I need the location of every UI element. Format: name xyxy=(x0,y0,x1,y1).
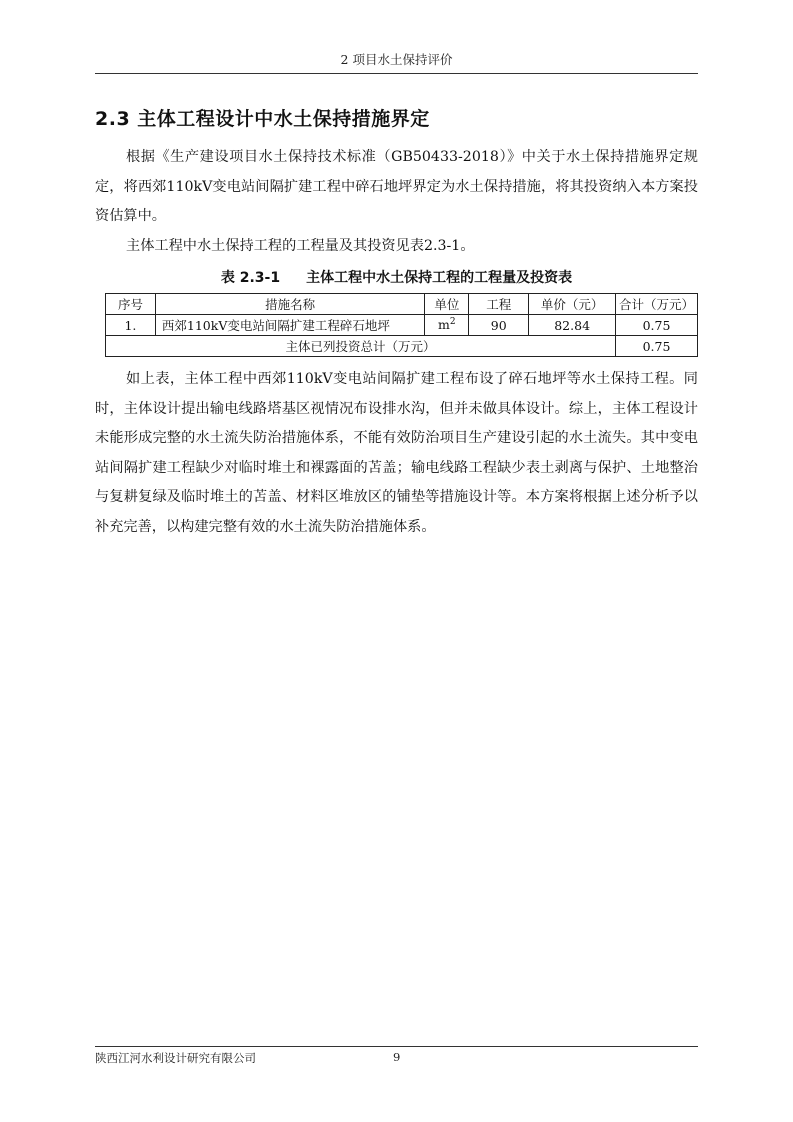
header-name: 措施名称 xyxy=(155,294,424,315)
header-price: 单价（元） xyxy=(529,294,616,315)
header-quantity: 工程 xyxy=(469,294,529,315)
page-header-title: 2 项目水土保持评价 xyxy=(340,52,453,67)
table-caption-title: 主体工程中水土保持工程的工程量及投资表 xyxy=(306,270,573,286)
cell-quantity: 90 xyxy=(469,315,529,336)
page-number: 9 xyxy=(393,1050,401,1064)
cell-unit-base: m xyxy=(438,317,450,333)
cell-price: 82.84 xyxy=(529,315,616,336)
table-header-row xyxy=(106,294,698,315)
table-summary-row xyxy=(106,336,698,357)
cell-total: 0.75 xyxy=(616,315,698,336)
header-divider xyxy=(95,73,698,74)
paragraph-table-reference: 主体工程中水土保持工程的工程量及其投资见表2.3-1。 xyxy=(126,238,475,254)
cell-name: 西郊110kV变电站间隔扩建工程碎石地坪 xyxy=(155,315,424,336)
header-seq: 序号 xyxy=(106,294,156,315)
summary-label: 主体已列投资总计（万元） xyxy=(106,336,616,357)
paragraph-standard-basis: 根据《生产建设项目水土保持技术标准（GB50433-2018）》中关于水土保持措施界定规定，将西郊110kV变电站间隔扩建工程中碎石地坪界定为水土保持措施，将其投资纳入本方案投资估算中。 xyxy=(95,149,698,224)
cell-seq: 1. xyxy=(106,315,156,336)
table-caption-number: 表 2.3-1 xyxy=(220,270,281,286)
paragraph-analysis: 如上表，主体工程中西郊110kV变电站间隔扩建工程布设了碎石地坪等水土保持工程。同时，主体设计提出输电线路塔基区视情况布设排水沟，但并未做具体设计。综上，主体工程设计未能形成完整的水土流失防治措施体系，不能有效防治项目生产建设引起的水土流失。其中变电站间隔扩建工程缺少对临时堆土和裸露面的苫盖；输电线路工程缺少表土剥离与保护、土地整治与复耕复绿及临时堆土的苫盖、材料区堆放区的铺垫等措施设计等。本方案将根据上述分析予以补充完善，以构建完整有效的水土流失防治措施体系。 xyxy=(95,371,698,535)
investment-table xyxy=(105,293,698,357)
footer-divider xyxy=(95,1046,698,1047)
summary-total: 0.75 xyxy=(616,336,698,357)
table-row xyxy=(106,315,698,336)
header-unit: 单位 xyxy=(425,294,469,315)
footer-company: 陕西江河水利设计研究有限公司 xyxy=(95,1051,256,1065)
cell-unit xyxy=(425,315,469,336)
header-total: 合计（万元） xyxy=(616,294,698,315)
section-title: 2.3 主体工程设计中水土保持措施界定 xyxy=(95,108,430,130)
cell-unit-exponent: 2 xyxy=(449,317,456,328)
table-caption xyxy=(95,267,698,287)
